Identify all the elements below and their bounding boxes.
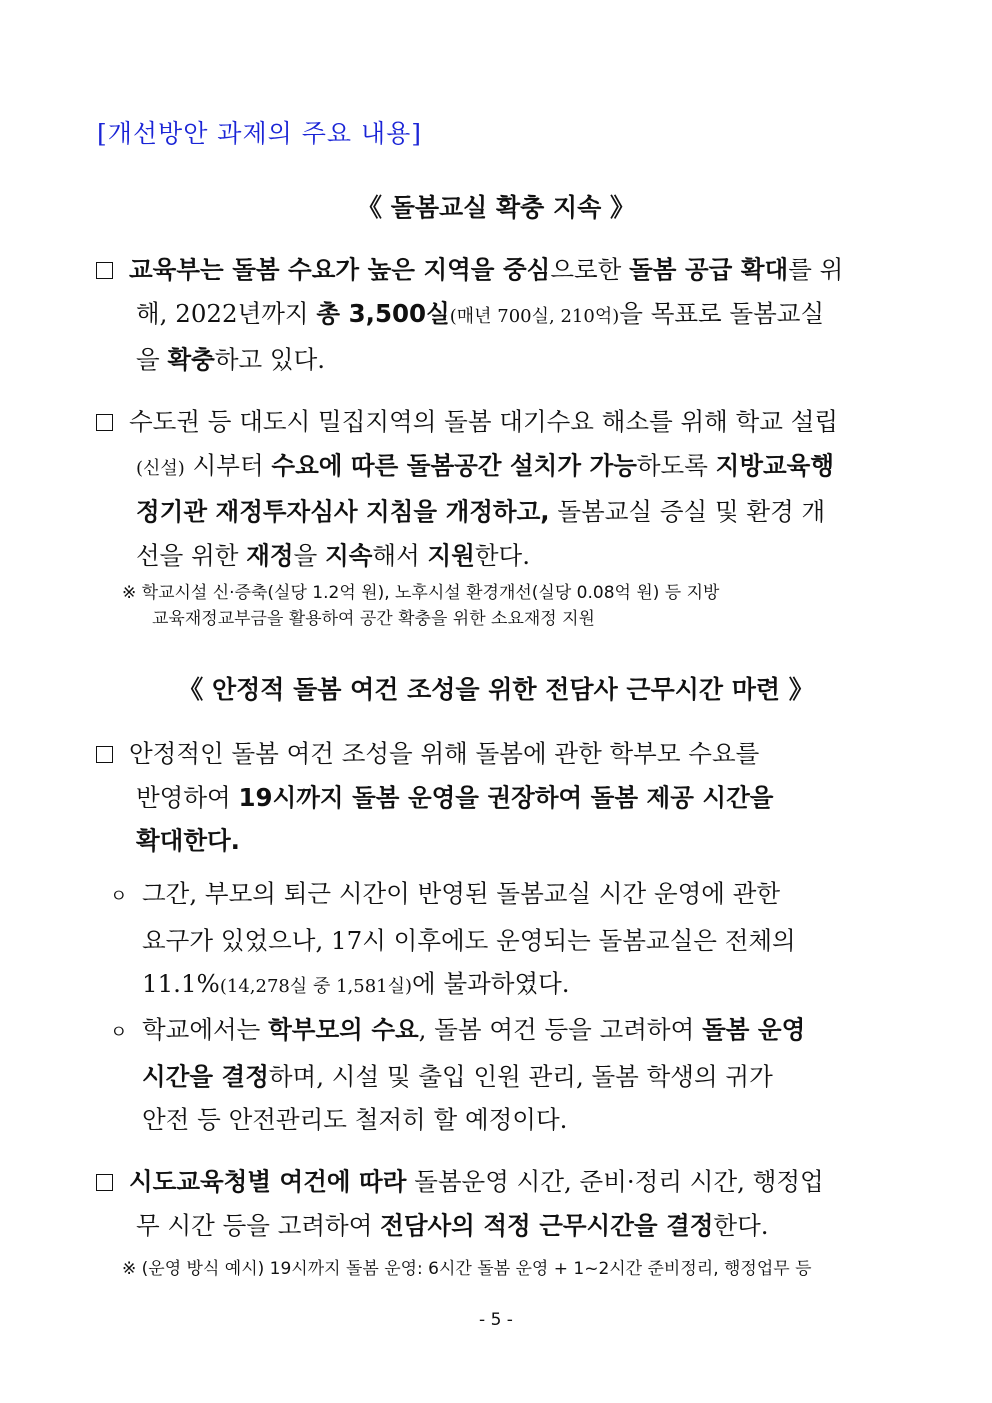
text: 안전 등 안전관리도 철저히 할 예정이다.	[142, 1105, 568, 1134]
paragraph-1	[96, 248, 896, 382]
paragraph-2	[96, 400, 896, 577]
text: 돌봄운영 시간, 준비·정리 시간, 행정업	[406, 1167, 824, 1196]
text: , 돌봄 여건 등을 고려하여	[418, 1015, 703, 1044]
text: 한다.	[713, 1210, 769, 1240]
text: 수도권 등 대도시 밀집지역의 돌봄 대기수요 해소를 위해 학교 설립	[129, 407, 839, 436]
text: (매년 700실, 210억)	[449, 305, 620, 327]
text: 학교에서는	[142, 1015, 269, 1044]
text: 시부터	[184, 450, 272, 480]
checkbox-bullet	[96, 414, 113, 431]
section-heading: [개선방안 과제의 주요 내용]	[97, 119, 422, 148]
text-bold: 지방교육행	[715, 450, 835, 480]
checkbox-bullet	[96, 262, 113, 279]
text-bold: 돌봄 운영	[702, 1015, 806, 1044]
footnote-1	[122, 580, 898, 632]
text: 해서	[372, 540, 428, 570]
text-bold: 수요에 따른 돌봄공간 설치가 가능	[271, 450, 637, 480]
text: 을	[136, 345, 168, 374]
text-bold: 교육부는 돌봄 수요가 높은 지역을 중심	[129, 255, 551, 284]
text-bold: 학부모의 수요	[268, 1015, 419, 1044]
sub-bullet-2	[110, 1008, 898, 1142]
text-bold: 총 3,500실	[316, 298, 450, 328]
paragraph-4	[96, 1160, 896, 1247]
text-bold: 정기관 재정투자심사 지침을 개정하고,	[136, 497, 550, 526]
text: 하도록	[636, 450, 716, 480]
text-bold: 시간을 결정	[142, 1061, 269, 1091]
circle-bullet: ㅇ	[110, 886, 128, 907]
text: 그간, 부모의 퇴근 시간이 반영된 돌봄교실 시간 운영에 관한	[142, 879, 781, 908]
text: 요구가 있었으나, 17시 이후에도 운영되는 돌봄교실은 전체의	[142, 925, 796, 955]
text: 으로한	[550, 255, 630, 284]
text: 를 위	[788, 255, 844, 284]
text-bold: 돌봄 공급 확대	[629, 255, 789, 284]
text: 하고 있다.	[214, 345, 326, 374]
text: 을 목표로 돌봄교실	[619, 298, 825, 328]
paragraph-3	[96, 732, 896, 863]
text-bold: 지속	[325, 540, 373, 570]
sub-bullet-1	[110, 872, 898, 1009]
text: (14,278실 중 1,581실)	[219, 976, 413, 997]
text-bold: 재정	[246, 540, 294, 570]
text-bold: 전담사의 적정 근무시간을 결정	[380, 1210, 714, 1240]
text-bold: 지원	[427, 540, 475, 570]
footnote-2: ※ (운영 방식 예시) 19시까지 돌봄 운영: 6시간 돌봄 운영 + 1~2시간 준비정리, 행정업무 등	[122, 1259, 812, 1279]
text: 한다.	[474, 540, 530, 570]
section-title-2: 《 안정적 돌봄 여건 조성을 위한 전담사 근무시간 마련 》	[178, 675, 814, 704]
text: (신설)	[136, 457, 185, 479]
text-bold: 확대한다.	[136, 826, 240, 855]
text: 돌봄교실 증실 및 환경 개	[549, 497, 826, 526]
text: 을	[293, 540, 326, 570]
text: 선을 위한	[136, 540, 247, 570]
text: 11.1%	[142, 969, 220, 998]
section-title-1: 《 돌봄교실 확충 지속 》	[356, 193, 635, 222]
page-number: - 5 -	[479, 1310, 513, 1330]
text: 에 불과하였다.	[412, 969, 570, 998]
checkbox-bullet	[96, 746, 113, 763]
text-bold: 19시까지 돌봄 운영을 권장하여 돌봄 제공 시간을	[238, 782, 774, 812]
text: 무 시간 등을 고려하여	[136, 1210, 381, 1240]
text: 하며, 시설 및 출입 인원 관리, 돌봄 학생의 귀가	[268, 1061, 773, 1091]
text: 안정적인 돌봄 여건 조성을 위해 돌봄에 관한 학부모 수요를	[129, 739, 760, 768]
text-bold: 시도교육청별 여건에 따라	[129, 1167, 407, 1196]
footnote-line: ※ 학교시설 신·증축(실당 1.2억 원), 노후시설 환경개선(실당 0.08억 원) 등 지방	[122, 583, 720, 603]
text-bold: 확충	[167, 345, 215, 374]
text: 반영하여	[136, 782, 239, 812]
circle-bullet: ㅇ	[110, 1022, 128, 1043]
text: 해, 2022년까지	[136, 298, 317, 328]
checkbox-bullet	[96, 1174, 113, 1191]
footnote-line: 교육재정교부금을 활용하여 공간 확충을 위한 소요재정 지원	[152, 609, 595, 629]
